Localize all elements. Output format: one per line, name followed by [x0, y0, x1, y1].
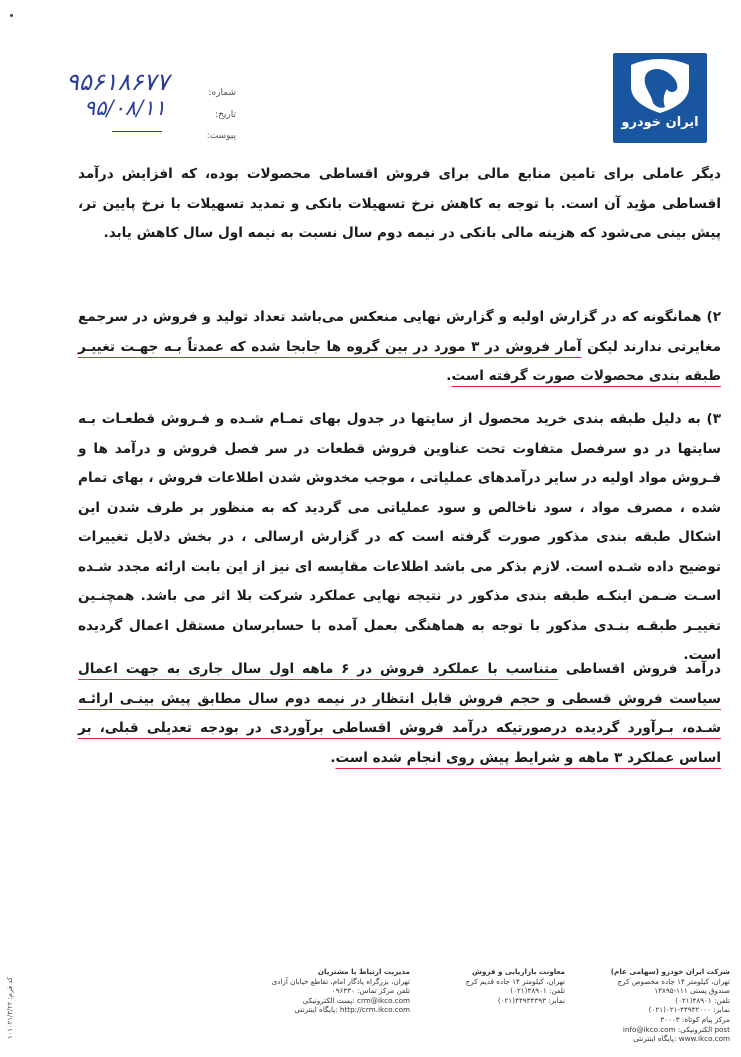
- paragraph-2-end: .: [446, 368, 452, 384]
- number-value: ۹۵۶۱۸۶۷۷: [66, 68, 170, 96]
- scan-dot: [10, 14, 13, 17]
- footer-crm-title: مدیریت ارتباط با مشتریان: [317, 967, 410, 976]
- paragraph-1: دیگر عاملی برای تامین منابع مالی برای فروش اقساطی محصولات بوده، که افزایش درآمد اقساطی مؤید آن است. با توجه به کاهش نرخ تسهیلات بانکی و تمدید تسهیلات با نرخ پایین تر، پیش بینی می‌شود که هزینه مالی بانکی در نیمه دوم سال نسبت به نیمه اول سال کاهش یابد.: [78, 166, 721, 241]
- ikco-logo: [613, 53, 707, 143]
- footer-marketing: [440, 967, 565, 1005]
- number-label: شماره:: [208, 88, 236, 98]
- paragraph-2-underlined: آمار فروش در ۳ مورد در بین گروه ها جابجا شده که عمدتاً بـه جهـت تغییـر طبقه بندی محصولات صورت گرفته است: [78, 338, 721, 384]
- paragraph-4-text: درآمد فروش اقساطی: [558, 661, 721, 677]
- footer-company-details: تهران، کیلومتر ۱۴ جاده مخصوص کرج صندوق پستی ۱۱۱-۱۳۸۹۵ تلفن: ۴۸۹۰۱(۰۲۱) نمابر: ۴۴۹۳۲۰۰۰-۰۲۱(۰۲۱) مرکز پیام کوتاه: ۳۰۰۰۳ post الکترونیکی: info@ikco.com www.ikco.com :پایگاه اینترنتی: [617, 976, 730, 1044]
- date-label: تاریخ:: [215, 110, 236, 120]
- paragraph-2: [78, 303, 721, 392]
- footer-marketing-details: تهران، کیلومتر ۱۴ جاده قدیم کرج تلفن: ۴۸۹۰۱(۰۲۱) نمابر: ۴۴۹۳۴۳۹۳(۰۲۱): [465, 976, 565, 1005]
- form-code: [4, 965, 16, 1045]
- footer-company: [590, 967, 730, 1044]
- form-code-text: کد فرم: ۱۰۱۰۲۱/۳/۲۲: [6, 976, 14, 1039]
- paragraph-4-underlined: متناسب با عملکرد فروش در ۶ ماهه اول سال جاری به جهت اعمال سیاست فروش قسطی و حجم فروش قابل انتظار در نیمه دوم سال مطابق پیش بینـی ارائـه شـده، بـرآورد گردیده درصورتیکه درآمد فروش اقساطی برآوردی در بودجه تعدیلی قبلی، بر اساس عملکرد ۳ ماهه و شرایط پیش روی انجام شده است: [78, 661, 721, 766]
- date-value: ۹۵/۰۸/۱۱: [84, 96, 166, 120]
- paragraph-4: [78, 655, 721, 773]
- footer-company-title: شرکت ایران خودرو (سهامی عام): [610, 967, 730, 976]
- footer-marketing-title: معاونت بازاریابی و فروش: [471, 967, 565, 976]
- paragraph-2-text: ۲) همانگونه که در گزارش اولیه و گزارش نهایی منعکس می‌باشد تعداد تولید و فروش در سرجمع مغایرتی ندارند لیکن: [78, 309, 721, 355]
- logo-wordmark: ایران خودرو: [621, 115, 699, 130]
- horse-head-icon: [613, 53, 707, 115]
- footer-crm-details: تهران، بزرگراه یادگار امام، تقاطع خیابان آزادی تلفن مرکز تماس: ۰۹۶۴۳۰ crm@ikco.com :پست الکترونیکی http://crm.ikco.com :پایگاه اینترنتی: [271, 976, 410, 1015]
- handwritten-dash: [112, 131, 162, 132]
- paragraph-3: ۳) به دلیل طبقه بندی خرید محصول از سایتها در جدول بهای تمـام شـده و فـروش قطعـات بـه سایتها در دو سرفصل متفاوت تحت عناوین فروش قطعات در سر فصل فروش و درآمد ها و فـروش مواد اولیه در سایر درآمدهای عملیاتی ، موجب مخدوش شدن اطلاعات فروش ، بهای تمام شده ، مصرف مواد ، سود ناخالص و سود عملیاتی می گردید که به منظور بر طرف شدن این اشکال طبقه بندی مذکور صورت گرفته است که در گزارش ارسالی ، در بخش دلایل تغییرات توضیح داده شـده است. لازم بذکر می باشد اطلاعات مقایسه ای نیز از این بابت ارائه مجدد شـده اسـت ضـمن اینکـه طبقه بندی مذکور در نتیجه نهایی عملکرد شرکت بلا اثر می باشد. همچنـین تغییـر طبقـه بنـدی مذکور با توجه به هماهنگی بعمل آمده با حسابرسان مستقل اعمال گردیده است.: [78, 411, 721, 663]
- footer-crm: [250, 967, 410, 1015]
- attachment-label: پیوست:: [206, 131, 236, 141]
- paragraph-4-end: .: [330, 749, 336, 766]
